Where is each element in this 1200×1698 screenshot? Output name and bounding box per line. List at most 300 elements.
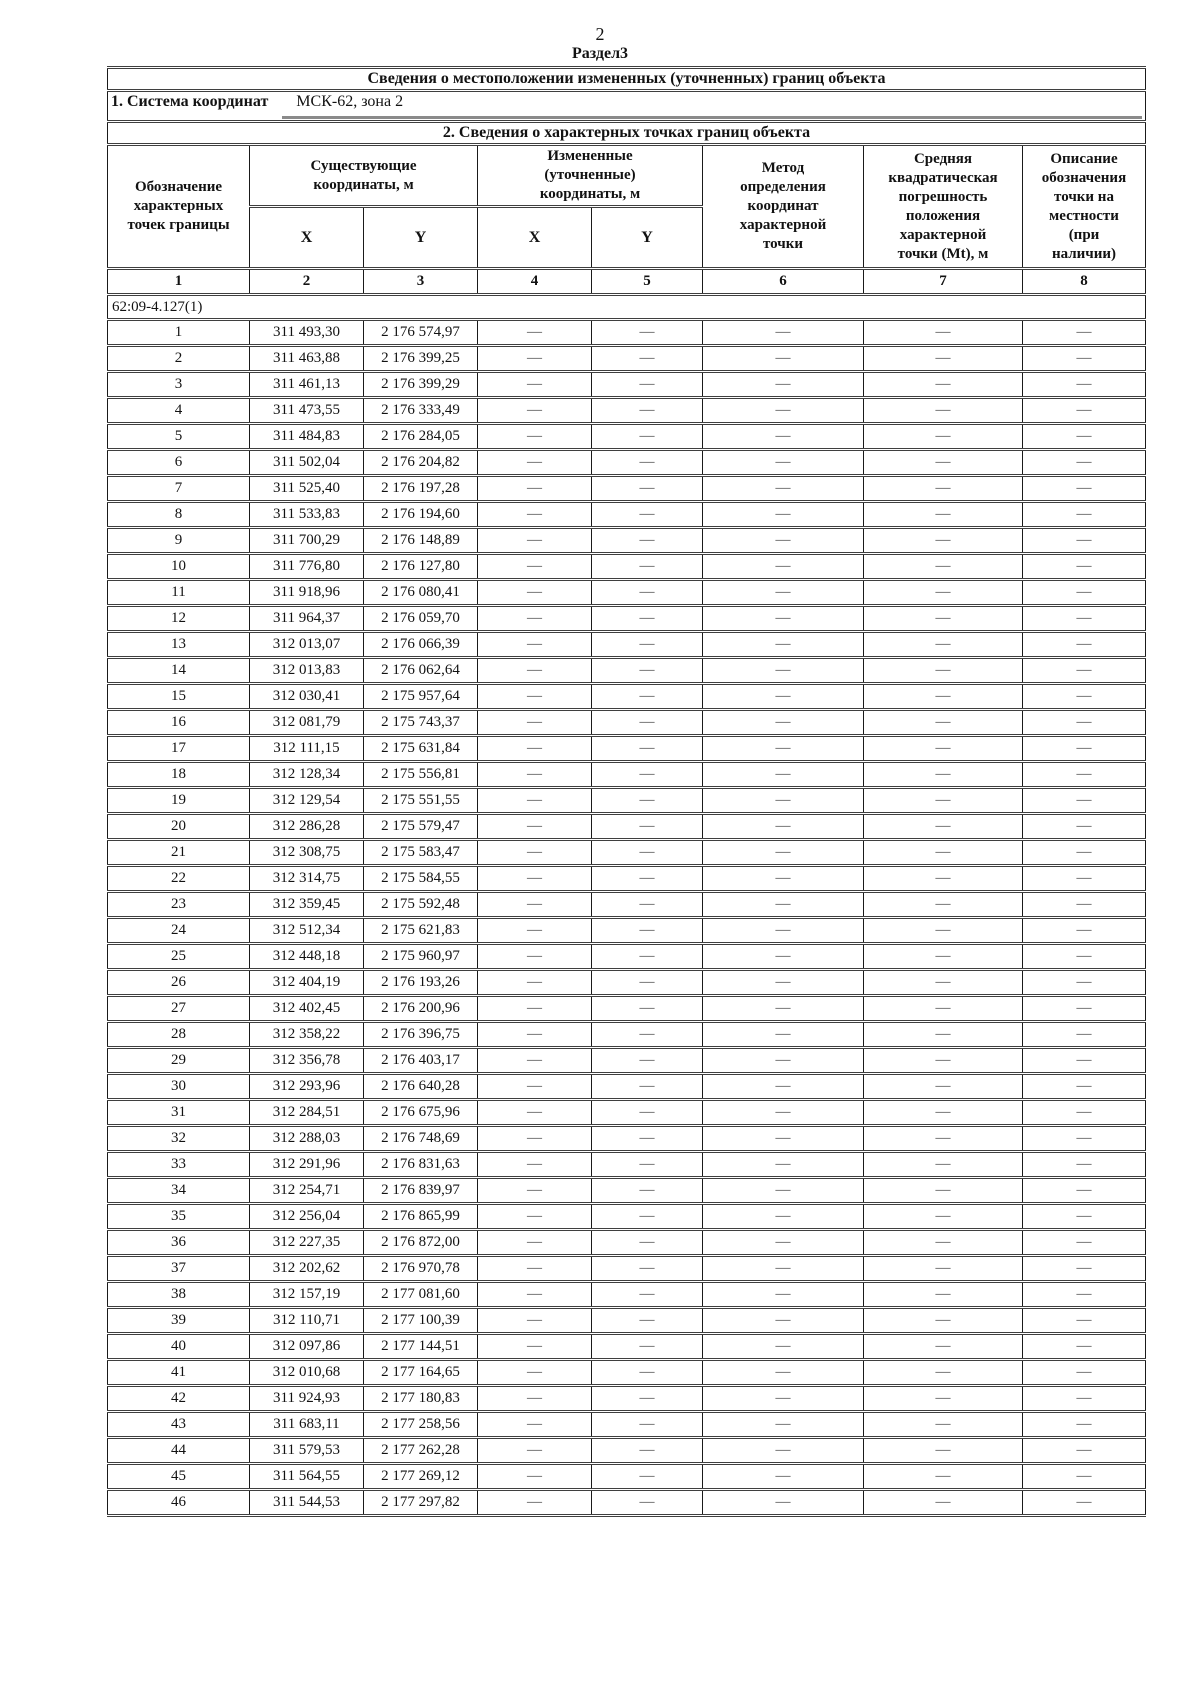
mt-error-value: —: [864, 1074, 1023, 1100]
mt-error-value: —: [864, 1048, 1023, 1074]
existing-x-value: 312 013,07: [250, 632, 364, 658]
mt-error-value: —: [864, 580, 1023, 606]
changed-y-value: —: [592, 1438, 703, 1464]
changed-x-value: —: [478, 398, 592, 424]
changed-x-value: —: [478, 1438, 592, 1464]
table-row: [108, 502, 1146, 528]
table-row: [108, 1126, 1146, 1152]
point-number: 42: [108, 1386, 250, 1412]
point-number: 12: [108, 606, 250, 632]
existing-y-value: 2 176 284,05: [364, 424, 478, 450]
existing-x-value: 311 533,83: [250, 502, 364, 528]
table-row: [108, 1230, 1146, 1256]
existing-x-value: 312 129,54: [250, 788, 364, 814]
existing-y-value: 2 176 333,49: [364, 398, 478, 424]
point-number: 24: [108, 918, 250, 944]
changed-x-value: —: [478, 1074, 592, 1100]
method-value: —: [703, 1464, 864, 1490]
point-description-value: —: [1023, 476, 1146, 502]
header-changed-x: X: [478, 207, 592, 269]
point-description-value: —: [1023, 1022, 1146, 1048]
point-number: 19: [108, 788, 250, 814]
column-number: 4: [478, 269, 592, 295]
existing-y-value: 2 175 743,37: [364, 710, 478, 736]
changed-y-value: —: [592, 736, 703, 762]
coordinate-system-row: [108, 91, 1146, 122]
existing-y-value: 2 176 872,00: [364, 1230, 478, 1256]
changed-x-value: —: [478, 528, 592, 554]
point-description-value: —: [1023, 710, 1146, 736]
point-description-value: —: [1023, 1412, 1146, 1438]
point-number: 5: [108, 424, 250, 450]
changed-y-value: —: [592, 1490, 703, 1516]
method-value: —: [703, 476, 864, 502]
changed-x-value: —: [478, 1126, 592, 1152]
changed-y-value: —: [592, 788, 703, 814]
point-description-value: —: [1023, 502, 1146, 528]
header-existing-x: X: [250, 207, 364, 269]
changed-y-value: —: [592, 320, 703, 346]
changed-x-value: —: [478, 554, 592, 580]
existing-y-value: 2 176 574,97: [364, 320, 478, 346]
point-number: 30: [108, 1074, 250, 1100]
existing-x-value: 312 013,83: [250, 658, 364, 684]
existing-x-value: 312 010,68: [250, 1360, 364, 1386]
existing-x-value: 311 579,53: [250, 1438, 364, 1464]
table-row: [108, 1204, 1146, 1230]
existing-y-value: 2 177 081,60: [364, 1282, 478, 1308]
table-row: [108, 372, 1146, 398]
existing-y-value: 2 175 584,55: [364, 866, 478, 892]
method-value: —: [703, 1152, 864, 1178]
point-number: 3: [108, 372, 250, 398]
header-point-description: Описание обозначения точки на местности (при наличии): [1023, 145, 1146, 269]
existing-x-value: 311 544,53: [250, 1490, 364, 1516]
method-value: —: [703, 632, 864, 658]
existing-x-value: 312 286,28: [250, 814, 364, 840]
table-row: [108, 1282, 1146, 1308]
method-value: —: [703, 1360, 864, 1386]
mt-error-value: —: [864, 346, 1023, 372]
existing-x-value: 312 448,18: [250, 944, 364, 970]
existing-y-value: 2 176 200,96: [364, 996, 478, 1022]
changed-y-value: —: [592, 476, 703, 502]
mt-error-value: —: [864, 1256, 1023, 1282]
changed-y-value: —: [592, 814, 703, 840]
table-row: [108, 970, 1146, 996]
header-changed-y: Y: [592, 207, 703, 269]
point-number: 14: [108, 658, 250, 684]
existing-y-value: 2 176 197,28: [364, 476, 478, 502]
point-description-value: —: [1023, 398, 1146, 424]
existing-y-value: 2 176 204,82: [364, 450, 478, 476]
existing-y-value: 2 175 579,47: [364, 814, 478, 840]
method-value: —: [703, 346, 864, 372]
point-description-value: —: [1023, 1178, 1146, 1204]
mt-error-value: —: [864, 918, 1023, 944]
mt-error-value: —: [864, 320, 1023, 346]
point-description-value: —: [1023, 1204, 1146, 1230]
changed-y-value: —: [592, 1360, 703, 1386]
point-number: 13: [108, 632, 250, 658]
changed-y-value: —: [592, 1126, 703, 1152]
point-number: 18: [108, 762, 250, 788]
changed-x-value: —: [478, 866, 592, 892]
header-existing-y: Y: [364, 207, 478, 269]
table-row: [108, 1386, 1146, 1412]
mt-error-value: —: [864, 476, 1023, 502]
changed-x-value: —: [478, 372, 592, 398]
point-number: 41: [108, 1360, 250, 1386]
table-row: [108, 1412, 1146, 1438]
method-value: —: [703, 554, 864, 580]
existing-x-value: 312 358,22: [250, 1022, 364, 1048]
changed-x-value: —: [478, 606, 592, 632]
existing-y-value: 2 177 297,82: [364, 1490, 478, 1516]
column-number: 3: [364, 269, 478, 295]
changed-x-value: —: [478, 632, 592, 658]
existing-x-value: 312 512,34: [250, 918, 364, 944]
point-number: 36: [108, 1230, 250, 1256]
point-description-value: —: [1023, 528, 1146, 554]
point-number: 46: [108, 1490, 250, 1516]
point-description-value: —: [1023, 1126, 1146, 1152]
header-method: Метод определения координат характерной точки: [703, 145, 864, 269]
existing-y-value: 2 177 262,28: [364, 1438, 478, 1464]
method-value: —: [703, 580, 864, 606]
mt-error-value: —: [864, 970, 1023, 996]
method-value: —: [703, 1412, 864, 1438]
table-row: [108, 996, 1146, 1022]
changed-y-value: —: [592, 1334, 703, 1360]
header-changed-coordinates: Измененные (уточненные) координаты, м: [478, 145, 703, 207]
method-value: —: [703, 1022, 864, 1048]
existing-y-value: 2 176 675,96: [364, 1100, 478, 1126]
mt-error-value: —: [864, 632, 1023, 658]
existing-x-value: 312 111,15: [250, 736, 364, 762]
point-description-value: —: [1023, 580, 1146, 606]
changed-x-value: —: [478, 346, 592, 372]
existing-y-value: 2 176 970,78: [364, 1256, 478, 1282]
mt-error-value: —: [864, 372, 1023, 398]
point-description-value: —: [1023, 1386, 1146, 1412]
method-value: —: [703, 1178, 864, 1204]
existing-x-value: 312 288,03: [250, 1126, 364, 1152]
existing-x-value: 311 502,04: [250, 450, 364, 476]
table-row: [108, 1100, 1146, 1126]
changed-x-value: —: [478, 1100, 592, 1126]
column-number-row: [108, 269, 1146, 295]
changed-x-value: —: [478, 1282, 592, 1308]
mt-error-value: —: [864, 892, 1023, 918]
existing-y-value: 2 175 631,84: [364, 736, 478, 762]
existing-x-value: 311 683,11: [250, 1412, 364, 1438]
changed-y-value: —: [592, 762, 703, 788]
table-row: [108, 658, 1146, 684]
table-row: [108, 736, 1146, 762]
changed-y-value: —: [592, 1022, 703, 1048]
method-value: —: [703, 1386, 864, 1412]
point-description-value: —: [1023, 606, 1146, 632]
existing-x-value: 312 202,62: [250, 1256, 364, 1282]
existing-x-value: 312 030,41: [250, 684, 364, 710]
changed-x-value: —: [478, 710, 592, 736]
changed-x-value: —: [478, 944, 592, 970]
mt-error-value: —: [864, 1334, 1023, 1360]
changed-y-value: —: [592, 346, 703, 372]
changed-y-value: —: [592, 1412, 703, 1438]
method-value: —: [703, 970, 864, 996]
table-row: [108, 892, 1146, 918]
column-number: 7: [864, 269, 1023, 295]
point-number: 17: [108, 736, 250, 762]
point-description-value: —: [1023, 814, 1146, 840]
point-description-value: —: [1023, 554, 1146, 580]
table-row: [108, 918, 1146, 944]
changed-x-value: —: [478, 762, 592, 788]
mt-error-value: —: [864, 736, 1023, 762]
table-row: [108, 814, 1146, 840]
method-value: —: [703, 1204, 864, 1230]
point-description-value: —: [1023, 1334, 1146, 1360]
existing-y-value: 2 176 839,97: [364, 1178, 478, 1204]
header-mt-error: Средняя квадратическая погрешность положения характерной точки (Mt), м: [864, 145, 1023, 269]
point-description-value: —: [1023, 1152, 1146, 1178]
mt-error-value: —: [864, 1152, 1023, 1178]
existing-x-value: 311 700,29: [250, 528, 364, 554]
mt-error-value: —: [864, 684, 1023, 710]
table-row: [108, 528, 1146, 554]
existing-x-value: 311 473,55: [250, 398, 364, 424]
point-number: 43: [108, 1412, 250, 1438]
existing-x-value: 311 964,37: [250, 606, 364, 632]
point-number: 10: [108, 554, 250, 580]
point-description-value: —: [1023, 788, 1146, 814]
point-number: 39: [108, 1308, 250, 1334]
changed-y-value: —: [592, 372, 703, 398]
changed-x-value: —: [478, 658, 592, 684]
cadastral-number: 62:09-4.127(1): [108, 295, 1146, 320]
existing-x-value: 312 254,71: [250, 1178, 364, 1204]
existing-y-value: 2 176 148,89: [364, 528, 478, 554]
mt-error-value: —: [864, 1360, 1023, 1386]
point-description-value: —: [1023, 1490, 1146, 1516]
mt-error-value: —: [864, 1126, 1023, 1152]
changed-x-value: —: [478, 1360, 592, 1386]
existing-y-value: 2 175 551,55: [364, 788, 478, 814]
existing-y-value: 2 177 269,12: [364, 1464, 478, 1490]
table-row: [108, 424, 1146, 450]
existing-y-value: 2 176 194,60: [364, 502, 478, 528]
mt-error-value: —: [864, 762, 1023, 788]
changed-y-value: —: [592, 944, 703, 970]
method-value: —: [703, 1074, 864, 1100]
point-number: 4: [108, 398, 250, 424]
mt-error-value: —: [864, 1386, 1023, 1412]
mt-error-value: —: [864, 502, 1023, 528]
existing-x-value: 312 128,34: [250, 762, 364, 788]
table-row: [108, 1438, 1146, 1464]
existing-x-value: 312 308,75: [250, 840, 364, 866]
existing-x-value: 311 564,55: [250, 1464, 364, 1490]
existing-x-value: 312 359,45: [250, 892, 364, 918]
changed-x-value: —: [478, 1178, 592, 1204]
existing-y-value: 2 176 399,25: [364, 346, 478, 372]
existing-y-value: 2 176 403,17: [364, 1048, 478, 1074]
method-value: —: [703, 996, 864, 1022]
existing-y-value: 2 176 059,70: [364, 606, 478, 632]
mt-error-value: —: [864, 1464, 1023, 1490]
existing-y-value: 2 177 180,83: [364, 1386, 478, 1412]
point-number: 7: [108, 476, 250, 502]
existing-y-value: 2 176 831,63: [364, 1152, 478, 1178]
table-row: [108, 710, 1146, 736]
changed-y-value: —: [592, 918, 703, 944]
changed-x-value: —: [478, 1308, 592, 1334]
changed-x-value: —: [478, 320, 592, 346]
table-row: [108, 606, 1146, 632]
existing-x-value: 312 284,51: [250, 1100, 364, 1126]
existing-x-value: 312 293,96: [250, 1074, 364, 1100]
changed-x-value: —: [478, 1490, 592, 1516]
existing-y-value: 2 177 164,65: [364, 1360, 478, 1386]
changed-x-value: —: [478, 1204, 592, 1230]
mt-error-value: —: [864, 528, 1023, 554]
method-value: —: [703, 1126, 864, 1152]
existing-y-value: 2 175 957,64: [364, 684, 478, 710]
changed-x-value: —: [478, 736, 592, 762]
method-value: —: [703, 450, 864, 476]
changed-x-value: —: [478, 684, 592, 710]
changed-x-value: —: [478, 1334, 592, 1360]
changed-y-value: —: [592, 502, 703, 528]
mt-error-value: —: [864, 840, 1023, 866]
existing-x-value: 311 924,93: [250, 1386, 364, 1412]
mt-error-value: —: [864, 450, 1023, 476]
point-number: 23: [108, 892, 250, 918]
point-number: 11: [108, 580, 250, 606]
mt-error-value: —: [864, 1204, 1023, 1230]
existing-y-value: 2 175 621,83: [364, 918, 478, 944]
existing-y-value: 2 176 080,41: [364, 580, 478, 606]
table-row: [108, 788, 1146, 814]
cadastral-section-row: [108, 295, 1146, 320]
point-description-value: —: [1023, 632, 1146, 658]
mt-error-value: —: [864, 1308, 1023, 1334]
changed-x-value: —: [478, 1386, 592, 1412]
point-description-value: —: [1023, 840, 1146, 866]
changed-y-value: —: [592, 1100, 703, 1126]
changed-x-value: —: [478, 840, 592, 866]
point-description-value: —: [1023, 736, 1146, 762]
mt-error-value: —: [864, 1022, 1023, 1048]
point-number: 44: [108, 1438, 250, 1464]
method-value: —: [703, 1256, 864, 1282]
point-number: 29: [108, 1048, 250, 1074]
point-description-value: —: [1023, 892, 1146, 918]
existing-x-value: 312 081,79: [250, 710, 364, 736]
point-number: 28: [108, 1022, 250, 1048]
existing-x-value: 311 484,83: [250, 424, 364, 450]
point-number: 1: [108, 320, 250, 346]
changed-x-value: —: [478, 814, 592, 840]
table-row: [108, 320, 1146, 346]
point-number: 37: [108, 1256, 250, 1282]
mt-error-value: —: [864, 658, 1023, 684]
table-row: [108, 450, 1146, 476]
existing-y-value: 2 176 640,28: [364, 1074, 478, 1100]
method-value: —: [703, 736, 864, 762]
changed-y-value: —: [592, 606, 703, 632]
table-row: [108, 476, 1146, 502]
existing-y-value: 2 177 100,39: [364, 1308, 478, 1334]
changed-x-value: —: [478, 1152, 592, 1178]
changed-x-value: —: [478, 580, 592, 606]
method-value: —: [703, 502, 864, 528]
changed-x-value: —: [478, 1256, 592, 1282]
point-number: 16: [108, 710, 250, 736]
point-number: 32: [108, 1126, 250, 1152]
column-number: 8: [1023, 269, 1146, 295]
table-row: [108, 1308, 1146, 1334]
table-row: [108, 1074, 1146, 1100]
mt-error-value: —: [864, 944, 1023, 970]
mt-error-value: —: [864, 606, 1023, 632]
method-value: —: [703, 528, 864, 554]
point-number: 15: [108, 684, 250, 710]
method-value: —: [703, 1308, 864, 1334]
table-row: [108, 1152, 1146, 1178]
method-value: —: [703, 372, 864, 398]
point-number: 45: [108, 1464, 250, 1490]
changed-y-value: —: [592, 1178, 703, 1204]
method-value: —: [703, 892, 864, 918]
existing-y-value: 2 175 583,47: [364, 840, 478, 866]
method-value: —: [703, 788, 864, 814]
table-row: [108, 684, 1146, 710]
existing-x-value: 312 314,75: [250, 866, 364, 892]
method-value: —: [703, 684, 864, 710]
point-description-value: —: [1023, 424, 1146, 450]
header-point-designation: Обозначение характерных точек границы: [108, 145, 250, 269]
point-description-value: —: [1023, 372, 1146, 398]
changed-x-value: —: [478, 450, 592, 476]
changed-x-value: —: [478, 996, 592, 1022]
existing-x-value: 311 463,88: [250, 346, 364, 372]
changed-y-value: —: [592, 1464, 703, 1490]
existing-y-value: 2 175 592,48: [364, 892, 478, 918]
existing-x-value: 311 525,40: [250, 476, 364, 502]
existing-x-value: 312 404,19: [250, 970, 364, 996]
point-number: 31: [108, 1100, 250, 1126]
mt-error-value: —: [864, 996, 1023, 1022]
table-row: [108, 762, 1146, 788]
changed-x-value: —: [478, 1464, 592, 1490]
table-row: [108, 1490, 1146, 1516]
method-value: —: [703, 320, 864, 346]
point-description-value: —: [1023, 970, 1146, 996]
point-description-value: —: [1023, 450, 1146, 476]
method-value: —: [703, 944, 864, 970]
method-value: —: [703, 1100, 864, 1126]
existing-x-value: 312 157,19: [250, 1282, 364, 1308]
changed-y-value: —: [592, 1074, 703, 1100]
point-number: 25: [108, 944, 250, 970]
changed-x-value: —: [478, 918, 592, 944]
changed-y-value: —: [592, 970, 703, 996]
point-description-value: —: [1023, 320, 1146, 346]
changed-y-value: —: [592, 1048, 703, 1074]
